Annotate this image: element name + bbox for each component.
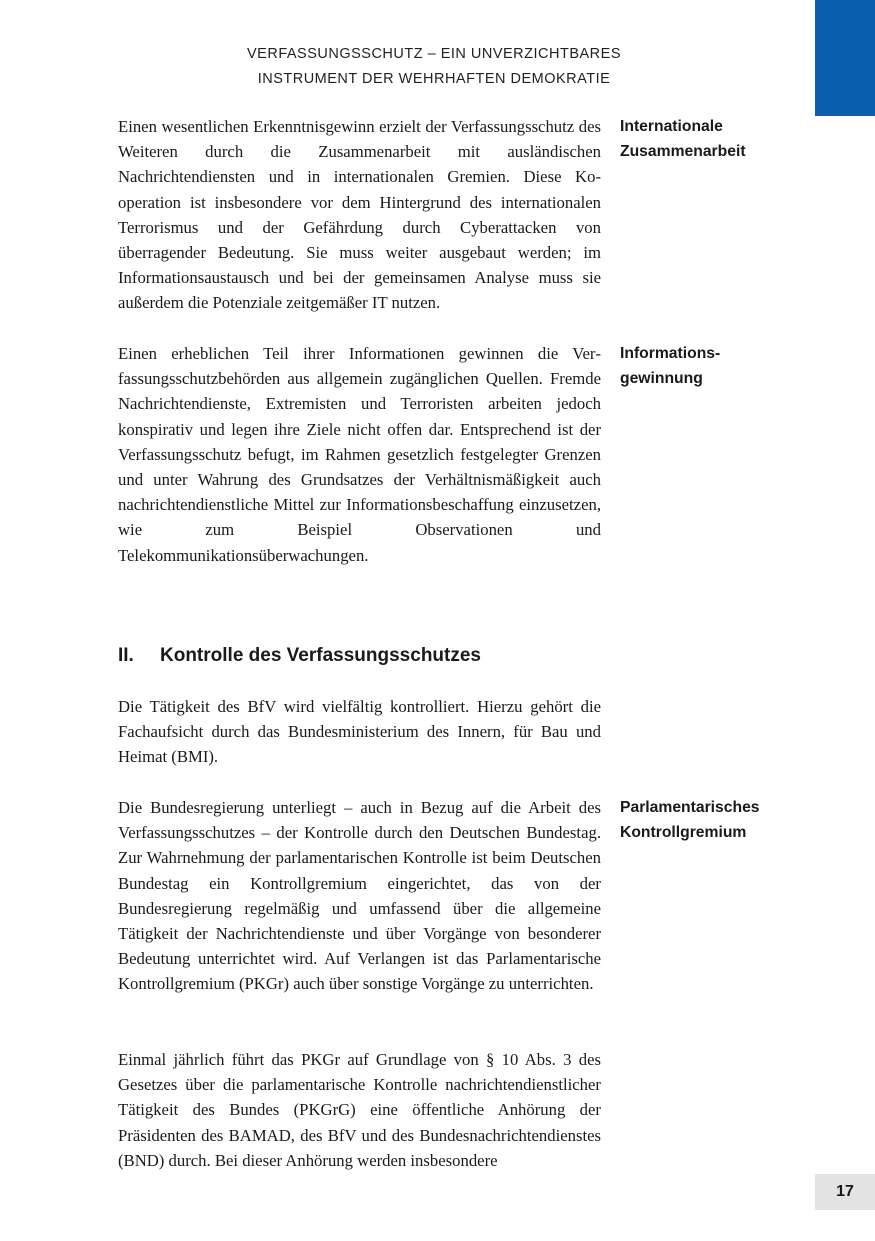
margin-note-line: gewinnung [620, 370, 703, 388]
paragraph-information-gathering: Einen erheblichen Teil ihrer Informationen gewinnen die Verfassungsschutzbehörden aus allgemein zugänglichen Quellen. Fremde Nachrichtendienste, Extremisten und Terroristen arbeiten jedoch konspirativ und legen ihre Ziele nicht offen dar. Entsprechend ist der Verfassungsschutz befugt, im Rahmen gesetzlich festgelegter Grenzen und unter Wahrung des Grundsatzes der Verhältnismäßigkeit auch nachrichtendienstliche Mittel zur Informationsbeschaffung einzusetzen, wie zum Beispiel Observationen und Telekommunikationsüberwachungen. [118, 344, 601, 565]
paragraph-control-intro-block [118, 694, 601, 770]
paragraph-information-gathering-block [118, 341, 601, 568]
page-number: 17 [815, 1174, 875, 1210]
chapter-tab-marker [815, 0, 875, 116]
margin-note-international-cooperation [620, 114, 810, 164]
margin-note-line: Parlamentarisches [620, 799, 760, 816]
paragraph-parliamentary-control: Die Bundesregierung unterliegt – auch in Bezug auf die Arbeit des Verfassungsschutzes – der Kontrolle durch den Deutschen Bundestag. Zur Wahrnehmung der parlamentarischen Kontrolle ist beim Deutschen Bundestag ein Kontrollgremium eingerichtet, das von der Bundesregierung regelmäßig und umfassend über die allgemeine Tätigkeit der Nachrichtendienste und über Vorgänge von besonderer Bedeutung unterrichtet wird. Auf Verlangen ist das Parlamentarische Kontrollgremium (PKGr) auch über sonstige Vorgänge zu unterrichten. [118, 798, 601, 994]
paragraph-international-cooperation-block [118, 114, 601, 316]
paragraph-parliamentary-control-block [118, 795, 601, 997]
section-number: II. [118, 645, 134, 666]
paragraph-international-cooperation: Einen wesentlichen Erkenntnisgewinn erzielt der Verfassungsschutz des Weiteren durch die Zusammenarbeit mit ausländischen Nachrichtendiensten und in internationalen Gremien. Diese Kooperation ist insbesondere vor dem Hintergrund des internationalen Terrorismus und der Gefährdung durch Cyberattacken von überragender Bedeutung. Sie muss weiter ausgebaut werden; im Informationsaustausch und bei der gemeinsamen Analyse muss sie außerdem die Potenziale zeitgemäßer IT nutzen. [118, 117, 601, 313]
paragraph-public-hearing-block [118, 1047, 601, 1173]
running-header [118, 42, 750, 92]
margin-note-information-gathering [620, 341, 810, 391]
margin-note-line: Kontrollgremium [620, 824, 747, 842]
margin-note-line: Informations- [620, 345, 721, 362]
running-header-line-1: VERFASSUNGSSCHUTZ – EIN UNVERZICHTBARES [247, 46, 621, 62]
margin-note-line: Zusammenarbeit [620, 143, 746, 161]
paragraph-public-hearing: Einmal jährlich führt das PKGr auf Grundlage von § 10 Abs. 3 des Gesetzes über die parlamentarische Kontrolle nachrichtendienstlicher Tätigkeit des Bundes (PKGrG) eine öffentliche Anhörung der Präsidenten des BAMAD, des BfV und des Bundesnachrichtendienstes (BND) durch. Bei dieser Anhörung werden insbesondere [118, 1050, 601, 1170]
running-header-line-2: INSTRUMENT DER WEHRHAFTEN DEMOKRATIE [257, 71, 611, 87]
section-heading [118, 643, 481, 669]
margin-note-parliamentary-control [620, 795, 810, 845]
margin-note-line: Internationale [620, 118, 723, 135]
paragraph-control-intro: Die Tätigkeit des BfV wird vielfältig kontrolliert. Hierzu gehört die Fachaufsicht durch das Bundesministerium des Innern, für Bau und Heimat (BMI). [118, 697, 601, 767]
section-title: Kontrolle des Verfassungsschutzes [160, 645, 481, 666]
